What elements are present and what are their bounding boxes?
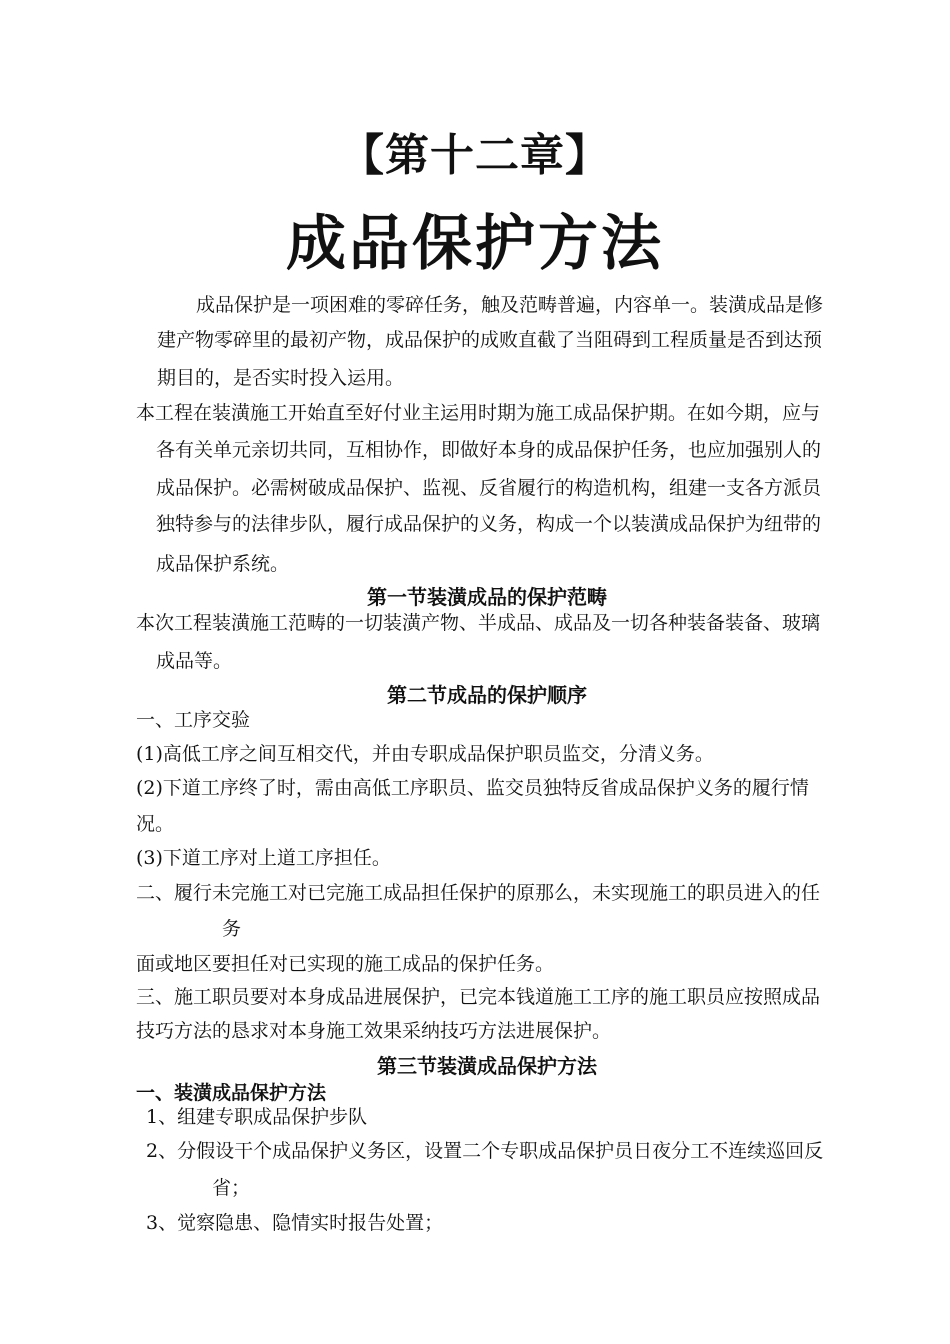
section-3-item-3: 3、觉察隐患、隐情实时报告处置； — [146, 1212, 444, 1234]
section-3-heading: 第三节装潢成品保护方法 — [377, 1054, 597, 1078]
section-3-subheading: 一、装潢成品保护方法 — [136, 1082, 327, 1104]
para2-line-2: 各有关单元亲切共同，互相协作，即做好本身的成品保护任务，也应加强别人的 — [156, 439, 822, 461]
section-2-item-1-3: (3)下道工序对上道工序担任。 — [136, 847, 391, 869]
chapter-label: 【第十二章】 — [340, 130, 610, 181]
para2-line-4: 独特参与的法律步队，履行成品保护的义务，构成一个以装潢成品保护为纽带的 — [156, 513, 822, 535]
section-2-item-1-1: (1)高低工序之间互相交代，并由专职成品保护职员监交，分清义务。 — [136, 743, 714, 765]
section-3-item-1: 1、组建专职成品保护步队 — [146, 1106, 368, 1128]
para2-line-3: 成品保护。必需树破成品保护、监视、反省履行的构造机构，组建一支各方派员 — [156, 477, 822, 499]
section-1-line-2: 成品等。 — [156, 650, 233, 672]
section-2-item-1: 一、工序交验 — [136, 709, 251, 731]
para2-line-1: 本工程在装潢施工开始直至好付业主运用时期为施工成品保护期。在如今期，应与 — [136, 402, 821, 424]
section-3-item-2a: 2、分假设干个成品保护义务区，设置二个专职成品保护员日夜分工不连续巡回反 — [146, 1140, 824, 1162]
section-2-item-1-2b: 况。 — [136, 813, 175, 835]
section-2-item-2c: 面或地区要担任对已实现的施工成品的保护任务。 — [136, 953, 555, 975]
section-3-item-2b: 省； — [212, 1177, 251, 1199]
section-2-item-3a: 三、施工职员要对本身成品进展保护，已完本钱道施工工序的施工职员应按照成品 — [136, 986, 821, 1008]
intro-line-1: 成品保护是一项困难的零碎任务，触及范畴普遍，内容单一。装潢成品是修 — [196, 294, 824, 316]
section-2-item-2b: 务 — [222, 918, 242, 940]
page-title: 成品保护方法 — [286, 209, 664, 279]
intro-line-3: 期目的，是否实时投入运用。 — [157, 367, 405, 389]
section-1-heading: 第一节装潢成品的保护范畴 — [367, 585, 607, 609]
section-1-line-1: 本次工程装潢施工范畴的一切装潢产物、半成品、成品及一切各种装备装备、玻璃 — [136, 612, 821, 634]
section-2-heading: 第二节成品的保护顺序 — [387, 683, 587, 707]
para2-line-5: 成品保护系统。 — [156, 553, 290, 575]
section-2-item-2a: 二、履行未完施工对已完施工成品担任保护的原那么，未实现施工的职员进入的任 — [136, 882, 821, 904]
intro-line-2: 建产物零碎里的最初产物，成品保护的成败直截了当阻碍到工程质量是否到达预 — [157, 329, 823, 351]
section-2-item-3b: 技巧方法的恳求对本身施工效果采纳技巧方法进展保护。 — [136, 1020, 612, 1042]
section-2-item-1-2a: (2)下道工序终了时，需由高低工序职员、监交员独特反省成品保护义务的履行情 — [136, 777, 809, 799]
